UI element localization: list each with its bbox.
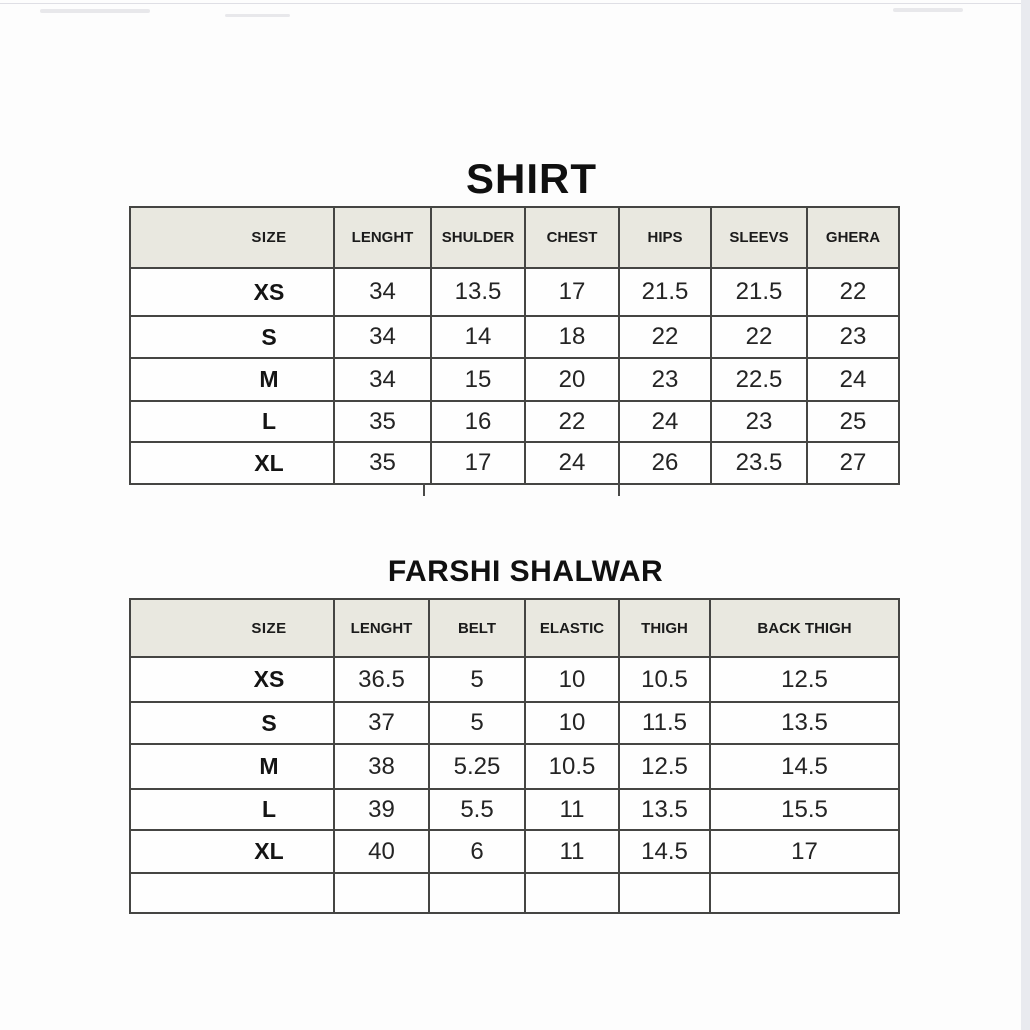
value-cell: 11.5: [619, 702, 710, 744]
value-cell: [525, 873, 619, 913]
value-cell: 38: [334, 744, 429, 789]
table-row: [130, 702, 899, 744]
col-header-elastic: ELASTIC: [525, 599, 619, 657]
value-cell: 39: [334, 789, 429, 830]
value-cell: 26: [619, 442, 711, 484]
col-header-size: SIZE: [130, 207, 334, 268]
col-header-back-thigh: BACK THIGH: [710, 599, 899, 657]
value-cell: 13.5: [619, 789, 710, 830]
scan-artifact-smudge: [893, 8, 963, 12]
scan-artifact-smudge: [225, 14, 290, 17]
value-cell: 36.5: [334, 657, 429, 702]
value-cell: 12.5: [619, 744, 710, 789]
value-cell: 14: [431, 316, 525, 358]
right-edge-strip: [1021, 0, 1030, 1030]
table-row: [130, 830, 899, 873]
farshi-shalwar-size-table: [129, 598, 900, 914]
col-header-hips: HIPS: [619, 207, 711, 268]
value-cell: 25: [807, 401, 899, 442]
shirt-size-table: [129, 206, 900, 485]
table-row: [130, 316, 899, 358]
table-row: [130, 442, 899, 484]
value-cell: 37: [334, 702, 429, 744]
value-cell: 21.5: [619, 268, 711, 316]
value-cell: 23: [619, 358, 711, 401]
value-cell: 11: [525, 830, 619, 873]
value-cell: 6: [429, 830, 525, 873]
value-cell: 17: [710, 830, 899, 873]
col-header-lenght: LENGHT: [334, 207, 431, 268]
value-cell: 5: [429, 702, 525, 744]
value-cell: 13.5: [710, 702, 899, 744]
value-cell: 17: [525, 268, 619, 316]
value-cell: [619, 873, 710, 913]
size-cell: L: [130, 789, 334, 830]
size-cell: S: [130, 702, 334, 744]
value-cell: 22: [807, 268, 899, 316]
value-cell: 22: [619, 316, 711, 358]
scan-artifact-smudge: [40, 9, 150, 13]
value-cell: 24: [619, 401, 711, 442]
value-cell: 35: [334, 442, 431, 484]
value-cell: 23.5: [711, 442, 807, 484]
scan-artifact-stub: [423, 483, 425, 496]
size-cell: XL: [130, 830, 334, 873]
value-cell: 5.5: [429, 789, 525, 830]
col-header-chest: CHEST: [525, 207, 619, 268]
table-row: [130, 657, 899, 702]
size-cell: M: [130, 744, 334, 789]
value-cell: 10: [525, 702, 619, 744]
value-cell: 15: [431, 358, 525, 401]
value-cell: 14.5: [710, 744, 899, 789]
scan-artifact-line: [0, 3, 1021, 4]
col-header-ghera: GHERA: [807, 207, 899, 268]
value-cell: 35: [334, 401, 431, 442]
table-row: [130, 358, 899, 401]
value-cell: 10.5: [619, 657, 710, 702]
value-cell: [710, 873, 899, 913]
col-header-sleevs: SLEEVS: [711, 207, 807, 268]
table-row-empty: [130, 873, 899, 913]
size-cell: S: [130, 316, 334, 358]
value-cell: 40: [334, 830, 429, 873]
value-cell: 24: [807, 358, 899, 401]
value-cell: [429, 873, 525, 913]
shirt-header-row: [130, 207, 899, 268]
value-cell: 5: [429, 657, 525, 702]
value-cell: 16: [431, 401, 525, 442]
value-cell: 15.5: [710, 789, 899, 830]
value-cell: 34: [334, 316, 431, 358]
value-cell: 27: [807, 442, 899, 484]
value-cell: 20: [525, 358, 619, 401]
shalwar-table-title: FARSHI SHALWAR: [387, 555, 664, 588]
value-cell: 13.5: [431, 268, 525, 316]
size-cell: XS: [130, 268, 334, 316]
col-header-size: SIZE: [130, 599, 334, 657]
value-cell: 18: [525, 316, 619, 358]
shalwar-header-row: [130, 599, 899, 657]
shirt-table-title: SHIRT: [466, 155, 597, 202]
value-cell: 5.25: [429, 744, 525, 789]
size-cell: M: [130, 358, 334, 401]
col-header-belt: BELT: [429, 599, 525, 657]
value-cell: 10.5: [525, 744, 619, 789]
value-cell: 17: [431, 442, 525, 484]
scan-artifact-stub: [618, 483, 620, 496]
value-cell: 22: [711, 316, 807, 358]
col-header-lenght: LENGHT: [334, 599, 429, 657]
value-cell: 22.5: [711, 358, 807, 401]
value-cell: 22: [525, 401, 619, 442]
col-header-thigh: THIGH: [619, 599, 710, 657]
table-row: [130, 268, 899, 316]
value-cell: 21.5: [711, 268, 807, 316]
table-row: [130, 789, 899, 830]
value-cell: 10: [525, 657, 619, 702]
value-cell: 24: [525, 442, 619, 484]
value-cell: [334, 873, 429, 913]
size-cell: XS: [130, 657, 334, 702]
table-row: [130, 401, 899, 442]
col-header-shulder: SHULDER: [431, 207, 525, 268]
value-cell: 11: [525, 789, 619, 830]
value-cell: 34: [334, 268, 431, 316]
table-row: [130, 744, 899, 789]
size-cell: L: [130, 401, 334, 442]
value-cell: 12.5: [710, 657, 899, 702]
value-cell: 23: [807, 316, 899, 358]
value-cell: 14.5: [619, 830, 710, 873]
value-cell: 34: [334, 358, 431, 401]
size-cell: [130, 873, 334, 913]
value-cell: 23: [711, 401, 807, 442]
size-cell: XL: [130, 442, 334, 484]
